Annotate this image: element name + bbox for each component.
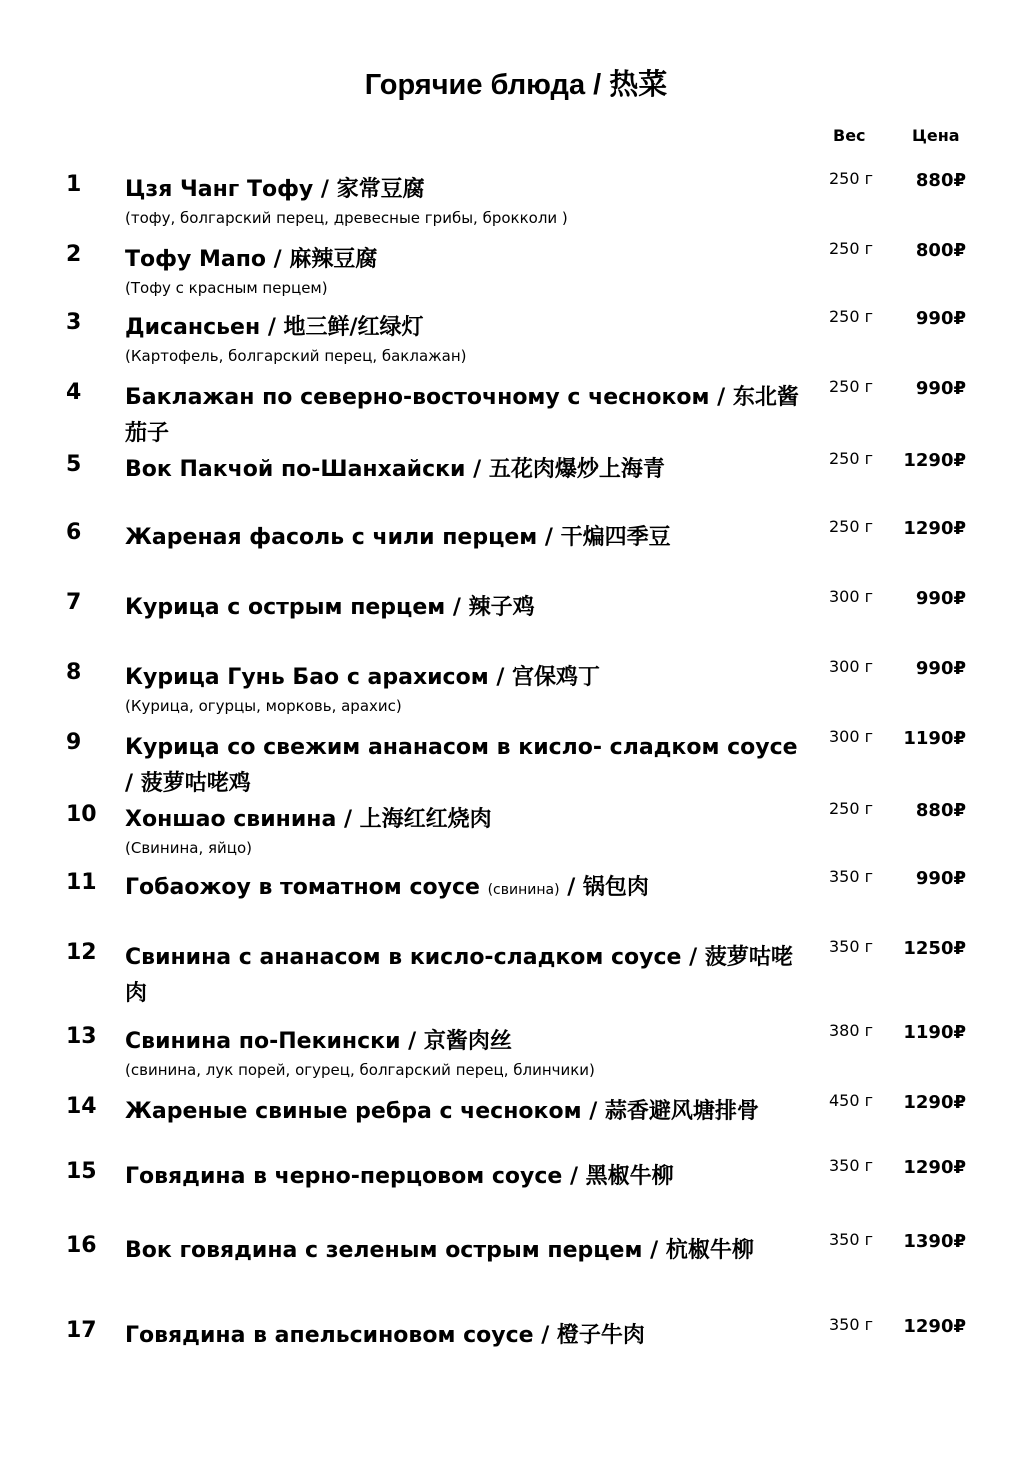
item-price: 990₽ xyxy=(915,588,966,609)
item-name: Говядина в апельсиновом соусе / 橙子牛肉 xyxy=(125,1323,645,1348)
item-name: Жареная фасоль с чили перцем / 干煸四季豆 xyxy=(125,525,671,550)
item-number: 1 xyxy=(66,172,82,197)
item-name: Тофу Мапо / 麻辣豆腐 xyxy=(125,247,378,272)
item-name: Жареные свиные ребра с чесноком / 蒜香避风塘排骨 xyxy=(125,1099,759,1124)
item-price: 1190₽ xyxy=(903,728,966,749)
item-number: 14 xyxy=(66,1094,97,1119)
item-price: 1390₽ xyxy=(903,1231,966,1252)
item-price: 1250₽ xyxy=(903,938,966,959)
price-column-header: Цена xyxy=(912,126,960,145)
item-number: 4 xyxy=(66,380,82,405)
item-name: Свинина с ананасом в кисло-сладком соусе / 菠萝咕咾肉 xyxy=(125,945,793,1006)
item-weight: 250 г xyxy=(829,169,874,188)
item-price: 880₽ xyxy=(915,800,966,821)
item-name-line xyxy=(125,870,805,908)
item-weight: 350 г xyxy=(829,1230,874,1249)
item-price: 800₽ xyxy=(915,240,966,261)
item-name: Курица со свежим ананасом в кисло- сладком соусе / 菠萝咕咾鸡 xyxy=(125,735,798,796)
item-weight: 250 г xyxy=(829,799,874,818)
page-title: Горячие блюда / 热菜 xyxy=(364,69,668,101)
item-price: 1290₽ xyxy=(903,1157,966,1178)
item-number: 3 xyxy=(66,310,82,335)
item-weight: 350 г xyxy=(829,937,874,956)
item-weight: 250 г xyxy=(829,517,874,536)
item-name-suffix: / 锅包肉 xyxy=(559,875,649,900)
item-description: (Курица, огурцы, морковь, арахис) xyxy=(125,697,402,715)
item-name-aside: (свинина) xyxy=(487,882,560,898)
item-description: (Картофель, болгарский перец, баклажан) xyxy=(125,347,467,365)
item-name: Вок Пакчой по-Шанхайски / 五花肉爆炒上海青 xyxy=(125,457,665,482)
item-description: (Тофу с красным перцем) xyxy=(125,279,328,297)
item-name: Свинина по-Пекински / 京酱肉丝 xyxy=(125,1029,512,1054)
item-name: Говядина в черно-перцовом соусе / 黑椒牛柳 xyxy=(125,1164,674,1189)
item-name: Курица Гунь Бао с арахисом / 宫保鸡丁 xyxy=(125,665,601,690)
item-weight: 250 г xyxy=(829,239,874,258)
item-weight: 300 г xyxy=(829,657,874,676)
item-name: Курица с острым перцем / 辣子鸡 xyxy=(125,595,535,620)
item-price: 1290₽ xyxy=(903,1092,966,1113)
item-name: Вок говядина с зеленым острым перцем / 杭椒牛柳 xyxy=(125,1238,754,1263)
item-price: 1190₽ xyxy=(903,1022,966,1043)
item-description: (тофу, болгарский перец, древесные грибы, брокколи ) xyxy=(125,209,568,227)
item-name: Баклажан по северно-восточному с чесноком / 东北酱茄子 xyxy=(125,385,799,446)
item-description: (свинина, лук порей, огурец, болгарский перец, блинчики) xyxy=(125,1061,595,1079)
item-weight: 350 г xyxy=(829,1156,874,1175)
item-number: 16 xyxy=(66,1233,97,1258)
item-price: 990₽ xyxy=(915,658,966,679)
item-weight: 250 г xyxy=(829,377,874,396)
item-number: 5 xyxy=(66,452,82,477)
item-number: 6 xyxy=(66,520,82,545)
item-number: 15 xyxy=(66,1159,97,1184)
item-number: 2 xyxy=(66,242,82,267)
item-number: 17 xyxy=(66,1318,97,1343)
item-number: 8 xyxy=(66,660,82,685)
item-weight: 250 г xyxy=(829,449,874,468)
item-number: 13 xyxy=(66,1024,97,1049)
item-description: (Свинина, яйцо) xyxy=(125,839,253,857)
item-price: 1290₽ xyxy=(903,1316,966,1337)
item-name: Дисансьен / 地三鲜/红绿灯 xyxy=(125,315,424,340)
item-weight: 450 г xyxy=(829,1091,874,1110)
item-weight: 300 г xyxy=(829,587,874,606)
item-number: 11 xyxy=(66,870,97,895)
item-weight: 380 г xyxy=(829,1021,874,1040)
item-weight: 250 г xyxy=(829,307,874,326)
item-weight: 350 г xyxy=(829,867,874,886)
item-price: 990₽ xyxy=(915,378,966,399)
item-weight: 300 г xyxy=(829,727,874,746)
item-number: 12 xyxy=(66,940,97,965)
item-price: 990₽ xyxy=(915,308,966,329)
item-price: 990₽ xyxy=(915,868,966,889)
item-number: 10 xyxy=(66,802,97,827)
item-price: 1290₽ xyxy=(903,450,966,471)
item-name: Гобаожоу в томатном соусе xyxy=(125,875,480,900)
item-price: 880₽ xyxy=(915,170,966,191)
item-number: 9 xyxy=(66,730,82,755)
item-number: 7 xyxy=(66,590,82,615)
item-weight: 350 г xyxy=(829,1315,874,1334)
item-name: Цзя Чанг Тофу / 家常豆腐 xyxy=(125,177,425,202)
weight-column-header: Вес xyxy=(833,126,866,145)
item-name: Хоншао свинина / 上海红红烧肉 xyxy=(125,807,492,832)
item-price: 1290₽ xyxy=(903,518,966,539)
